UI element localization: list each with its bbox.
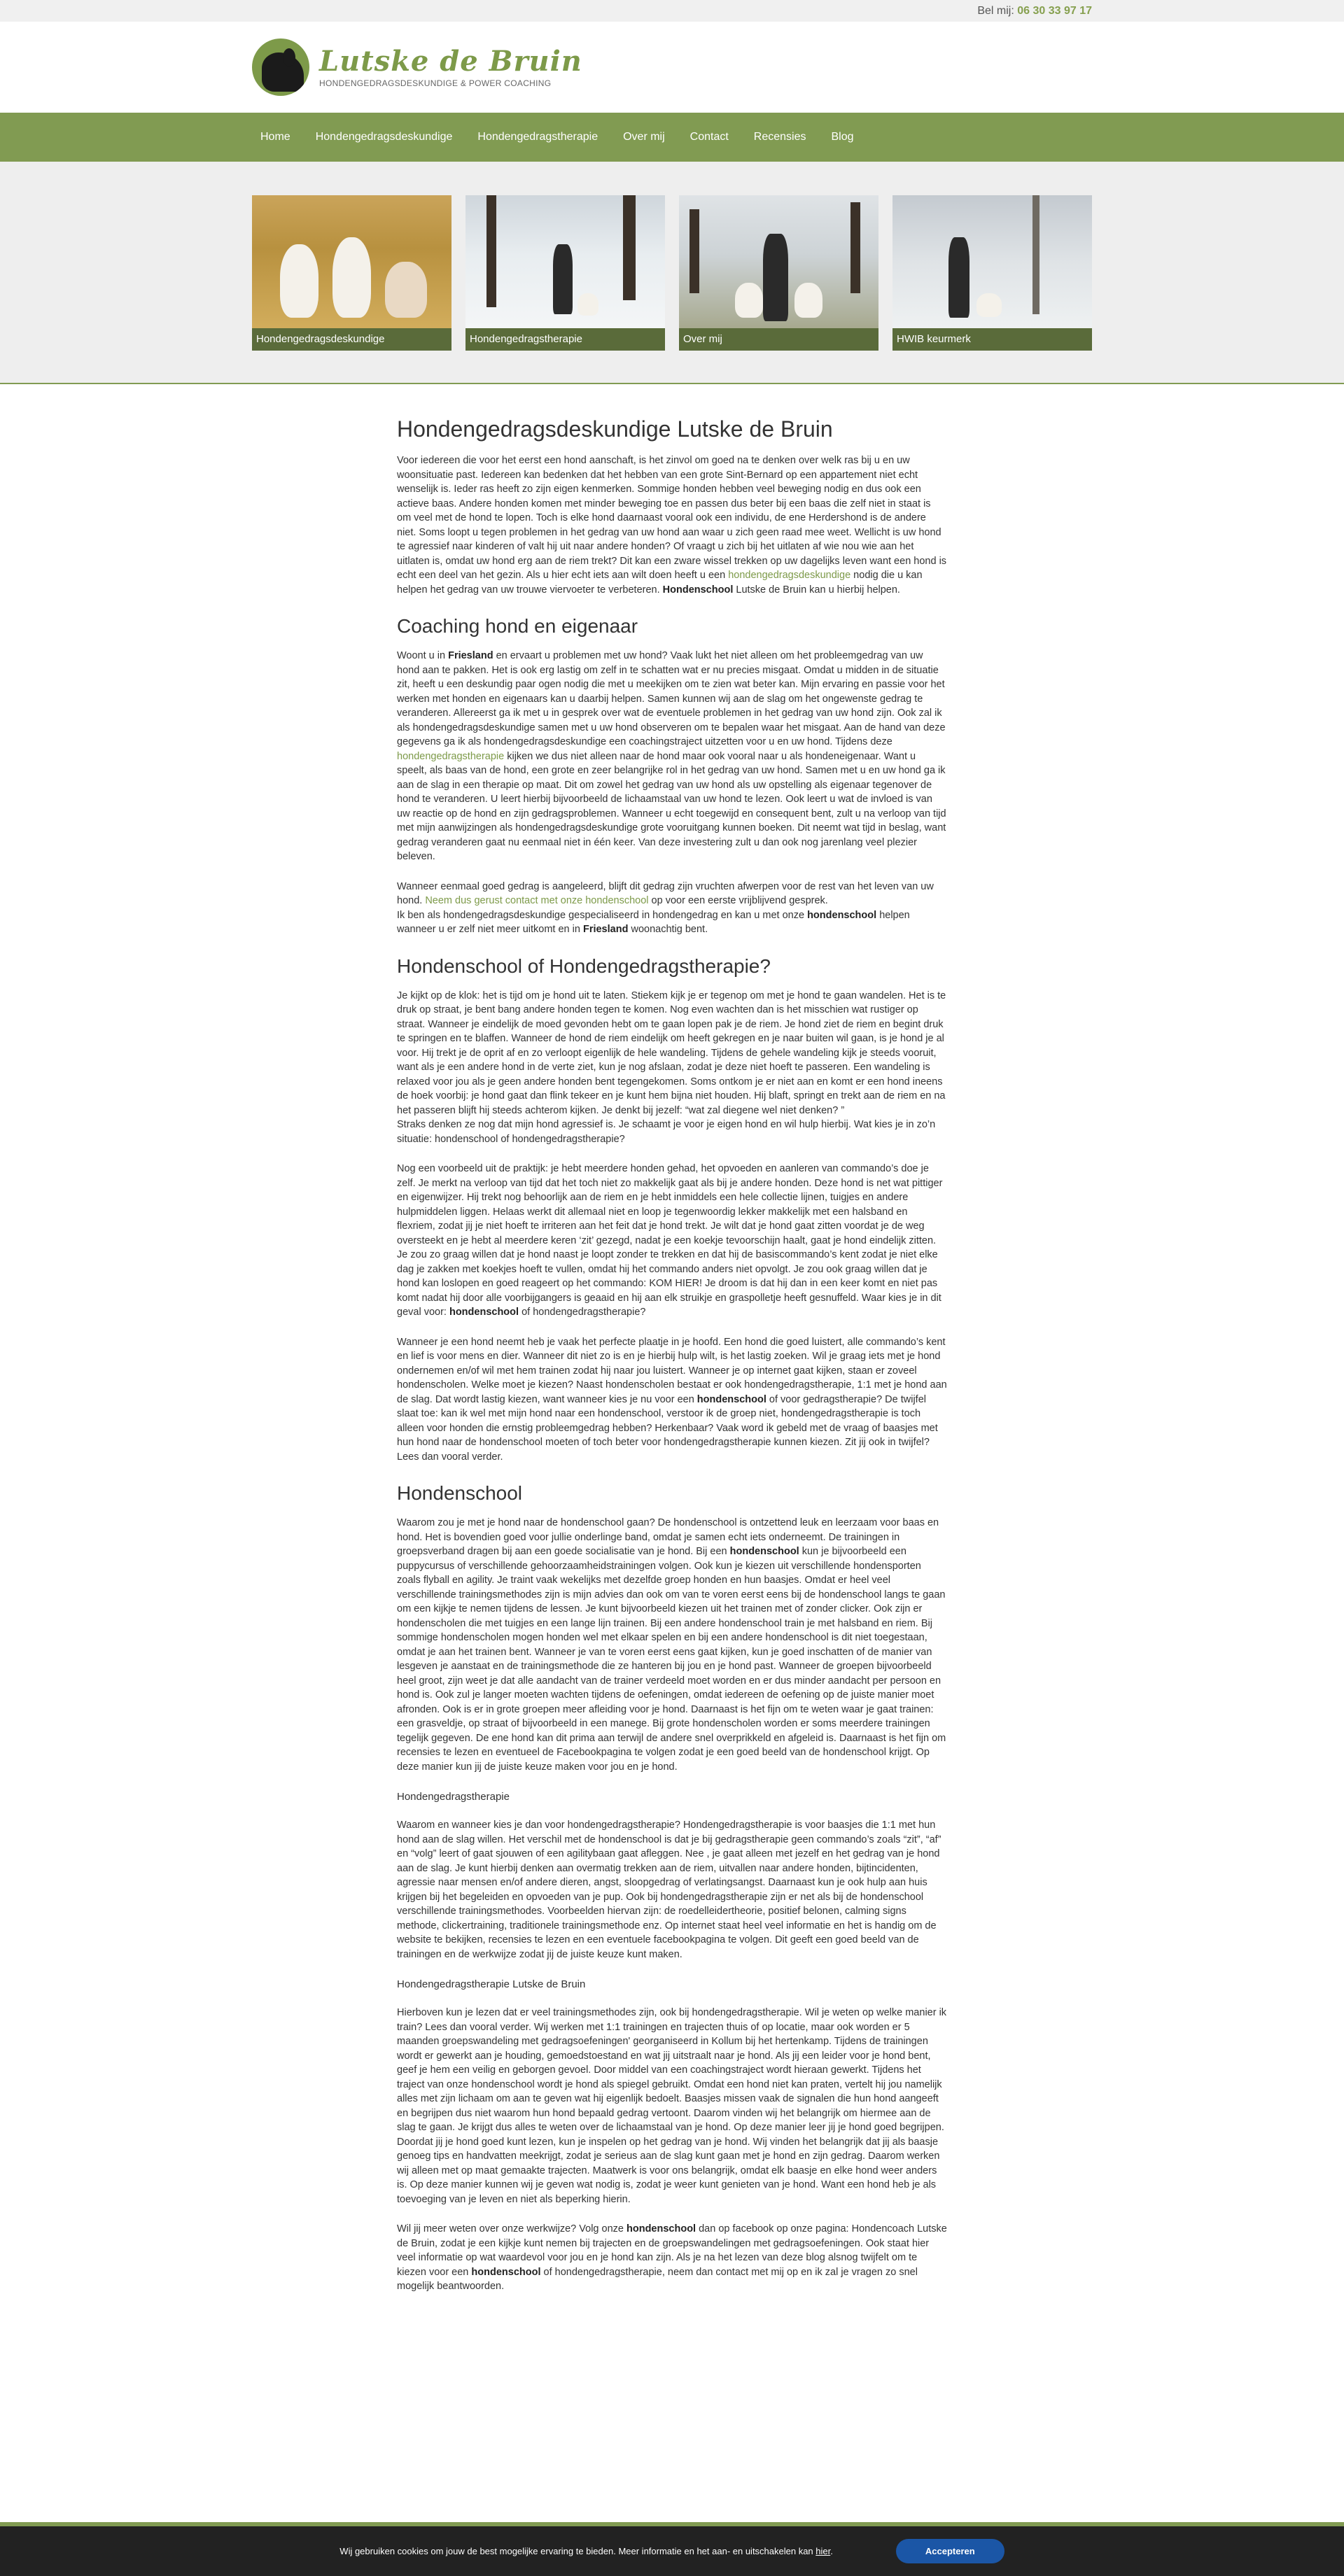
nav-item-blog[interactable]: Blog <box>831 131 854 143</box>
tile-hwib-keurmerk[interactable] <box>892 195 1092 351</box>
therapie-paragraph: Waarom en wanneer kies je dan voor hondengedragstherapie? Hondengedragstherapie is voor baasjes die 1:1 met hun hond aan de slag willen. Het verschil met de hondenschool is dat je bij gedragstherapie geen commando’s zoals “zit”, “af” en “volg” leert of gaat sjouwen of een agilitybaan gaat afleggen. Nee , je gaat alleen met jezelf en het gedrag van je hond aan de slag. Je kunt hierbij denken aan overmatig trekken aan de riem, uitvallen naar andere honden, bijtincidenten, agressie naar mensen en/of andere dieren, angst, sloopgedrag of verlatingsangst. Daarnaast kun je ook hulp aan huis krijgen bij het begeleiden en opvoeden van je pup. Ook bij hondengedragstherapie zijn er net als bij de hondenschool verschillende trainingsmethodes. Voorbeelden hiervan zijn: de roedelleidertheorie, positief belonen, calming signs methode, clickertraining, traditionele trainingsmethode enz. Op internet staat heel veel informatie en het is handig om de website te bekijken, recensies te lezen en een eventuele facebookpagina te volgen. Dit geeft een goed beeld van de trainingen en de werkwijze zodat jij de juiste keuze kunt maken. <box>397 1820 941 1960</box>
page-title: Hondengedragsdeskundige Lutske de Bruin <box>397 416 833 442</box>
section-heading-hondenschool: Hondenschool <box>397 1482 523 1504</box>
phone-link[interactable]: 06 30 33 97 17 <box>1017 5 1092 17</box>
topbar <box>0 0 1344 22</box>
main-nav <box>0 113 1344 162</box>
link-hondengedragsdeskundige[interactable]: hondengedragsdeskundige <box>728 570 851 581</box>
logo-title: Lutske de Bruin <box>319 45 582 78</box>
werkwijze-paragraph: Hierboven kun je lezen dat er veel trainingsmethodes zijn, ook bij hondengedragstherapie. Wil je weten op welke manier ik train? Lees dan vooral verder. Wij werken met 1:1 trainingen en trajecten thuis of op locatie, maar ook worden er 5 maanden groepswandeling met gedragsoefeningen' georganiseerd in Kollum bij het hertenkamp. Tijdens de trainingen wordt er gewerkt aan je houding, gemoedstoestand en wat jij uitstraalt naar je hond. Als jij een leider voor je hond bent, geef je hem een veilig en geborgen gevoel. Door middel van een coachingstraject wordt hieraan gewerkt. Tijdens het traject van onze hondenschool wordt je hond als spiegel gebruikt. Omdat een hond niet kan praten, vertelt hij jou namelijk alles met zijn lichaam om aan te geven wat hij eigenlijk bedoelt. Baasjes missen vaak de signalen die hun hond aangeeft en begrijpen dus niet waarom hun hond bepaald gedrag vertoont. Daarom vinden wij het belangrijk om hiermee aan de slag te gaan. Je krijgt dus alles te weten over de lichaamstaal van je hond. Op deze manier leer jij je hond goed begrijpen. Doordat jij je hond goed kunt lezen, kun je inspelen op het gedrag van je hond. Wij vinden het belangrijk dat jij als baasje genoeg tips en handvatten meekrijgt, zodat je serieus aan de slag kunt gaan met je hond en zijn gedrag. Daarom werken wij alleen met op maat gemaakte trajecten. Maatwerk is voor ons belangrijk, omdat elk baasje en elke hond weer anders is. Op deze manier kunnen wij je geven wat nodig is, zodat je weer kunt genieten van je hond. Want een hond heb je als toevoeging van je leven en niet als beperking hierin. <box>397 2007 947 2205</box>
tile-label: HWIB keurmerk <box>892 328 1092 351</box>
winter-walk-photo <box>465 195 665 328</box>
subheading-therapie: Hondengedragstherapie <box>397 1791 510 1803</box>
dogs-photo <box>252 195 451 328</box>
tile-hondengedragstherapie[interactable] <box>465 195 665 351</box>
practice-example-paragraph: Nog een voorbeeld uit de praktijk: je hebt meerdere honden gehad, het opvoeden en aanleren van commando’s doe je zelf. Je merkt na verloop van tijd dat het toch niet zo makkelijk gaat als bij je andere honden. Deze hond is net wat pittiger en eigenwijzer. Hij trekt nog behoorlijk aan de riem en je hebt inmiddels een hele collectie lijnen, tuigjes en andere hulpmiddelen liggen. Helaas werkt dit allemaal niet en loop je tegenwoordig lekker makkelijk met een halsband en flexriem, zodat jij je niet hoeft te irriteren aan het feit dat je hond trekt. Je wilt dat je hond gaat zitten voordat je de weg oversteekt en je hebt al meerdere keren ‘zit’ gezegd, nadat je een koekje tevoorschijn haalt, gaat je hond eindelijk zitten. Je zou zo graag willen dat je hond naast je loopt zonder te trekken en dat hij de basiscommando’s kent zodat je niet elke dag je zakken met koekjes hoeft te vullen, omdat hij het commando anders niet opvolgt. Je zou ook graag willen dat je hond kan loslopen en goed reageert op het commando: KOM HIER! Je droom is dat hij dan in een keer komt en niet pas komt nadat hij door alle voorbijgangers is geaaid en hij aan elk struikje en graspolletje heeft gesnuffeld. Waar kies je in dit geval voor: hondenschool of hondengedragstherapie? <box>397 1163 943 1318</box>
facebook-paragraph: Wil jij meer weten over onze werkwijze? Volg onze hondenschool dan op facebook op onze pagina: Hondencoach Lutske de Bruin, zodat je een kijkje kunt nemen bij trajecten en de groepswandelingen met gedragsoefeningen. Ook staat hier veel informatie op wat waardevol voor jou en je hond kan zijn. Als je na het lezen van deze blog alsnog twijfelt om te kiezen voor een hondenschool of hondengedragstherapie, neem dan contact met mij op en ik zal je vragen zo snel mogelijk beantwoorden. <box>397 2223 947 2292</box>
tile-over-mij[interactable] <box>679 195 878 351</box>
portrait-photo <box>679 195 878 328</box>
contact-paragraph: Wanneer eenmaal goed gedrag is aangeleerd, blijft dit gedrag zijn vruchten afwerpen voor de rest van het leven van uw hond. Neem dus gerust contact met onze hondenschool op voor een eerste vrijblijvend gesprek. Ik ben als hondengedragsdeskundige gespecialiseerd in hondengedrag en kan u met onze hondenschool helpen wanneer u er zelf niet meer uitkomt en in Friesland woonachtig bent. <box>397 880 934 935</box>
frost-walk-photo <box>892 195 1092 328</box>
logo-subtitle: HONDENGEDRAGSDESKUNDIGE & POWER COACHING <box>319 78 552 88</box>
tile-hondengedragsdeskundige[interactable] <box>252 195 451 351</box>
accept-cookies-button[interactable]: Accepteren <box>896 2539 1004 2563</box>
feature-tiles <box>0 162 1344 384</box>
nav-item-over-mij[interactable]: Over mij <box>623 131 665 143</box>
link-hondengedragstherapie[interactable]: hondengedragstherapie <box>397 750 505 762</box>
intro-paragraph: Voor iedereen die voor het eerst een hond aanschaft, is het zinvol om goed na te denken over welk ras bij u en uw woonsituatie past. Iedereen kan bedenken dat het hebben van een grote Sint-Bernard op een appartement niet echt wenselijk is. Ieder ras heeft zo zijn eigen kenmerken. Sommige honden hebben veel beweging nodig en dus ook een actieve baas. Andere honden komen met minder beweging toe en passen dus beter bij een baas die zelf niet in staat is om veel met de hond te lopen. Toch is elke hond daarnaast vooral ook een individu, de ene Herdershond is de andere niet. Soms loopt u tegen problemen in het gedrag van uw hond aan waar u zich geen raad mee weet. Wellicht is uw hond te agressief naar kinderen of valt hij uit naar andere honden? Of vraagt u zich bij het uitlaten af wie nou wie aan het uitlaten is, omdat uw hond erg aan de riem trekt? Dit kan een zware wissel trekken op uw dagelijks leven want een hond is echt een deel van het gezin. Als u hier echt iets aan wilt doen heeft u een hondengedragsdeskundige nodig die u kan helpen het gedrag van uw trouwe viervoeter te verbeteren. Hondenschool Lutske de Bruin kan u hierbij helpen. <box>397 455 947 596</box>
topbar-contact <box>252 0 1092 22</box>
section-heading-hondenschool-of-therapie: Hondenschool of Hondengedragstherapie? <box>397 955 771 977</box>
logo[interactable] <box>319 46 582 88</box>
nav-item-home[interactable]: Home <box>260 131 290 143</box>
tile-label: Over mij <box>679 328 878 351</box>
call-label: Bel mij: <box>977 5 1014 17</box>
site-header <box>0 22 1344 113</box>
main-content <box>397 384 947 2294</box>
cookie-banner <box>0 2526 1344 2576</box>
walk-example-paragraph: Je kijkt op de klok: het is tijd om je hond uit te laten. Stiekem kijk je er tegenop om met je hond te gaan wandelen. Het is te druk op straat, je bent bang andere honden tegen te komen. Nog even wachten dan is het misschien wat rustiger op straat. Wanneer je eindelijk de moed gevonden hebt om te gaan lopen pak je de riem. Je hond ziet de riem en begint druk te springen en te blaffen. Wanneer de hond de riem eindelijk om heeft gekregen en je naar buiten wil gaan, is je hond je al voor. Hij trekt je de oprit af en zo verloopt eigenlijk de hele wandeling. Tijdens de gehele wandeling kijk je steeds vooruit, want als je een andere hond in de verte ziet, kun je nog afslaan, zodat je deze niet hoeft te passeren. Een wandeling is relaxed voor jou als je geen andere honden bent tegengekomen. Soms ontkom je er niet aan en komt er een hond ineens de hoek voorbij: je hond gaat dan flink tekeer en je kunt hem bijna niet houden. Hij blaft, springt en trekt aan de riem en na het passeren blijft hij steeds achterom kijken. Je denkt bij jezelf: “wat zal diegene wel niet denken? ” Straks denken ze nog dat mijn hond agressief is. Je schaamt je voor je eigen hond en wil hulp hierbij. Wat kies je in zo’n situatie: hondenschool of hondengedragstherapie? <box>397 990 946 1145</box>
logo-dog-icon[interactable] <box>252 38 309 96</box>
nav-item-hondengedragstherapie[interactable]: Hondengedragstherapie <box>477 131 598 143</box>
section-heading-coaching: Coaching hond en eigenaar <box>397 615 638 637</box>
nav-item-hondengedragsdeskundige[interactable]: Hondengedragsdeskundige <box>315 131 453 143</box>
coaching-paragraph: Woont u in Friesland en ervaart u problemen met uw hond? Vaak lukt het niet alleen om het probleemgedrag van uw hond aan te pakken. Het is ook erg lastig om zelf in te schatten wat er nu precies misgaat. Omdat u midden in de situatie zit, heeft u een deskundig paar ogen nodig die met u meekijken om te zien wat beter kan. Mijn ervaring en passie voor het werken met honden en eigenaars kan u daarbij helpen. Samen kunnen wij aan de slag om het ongewenste gedrag te veranderen. Allereerst ga ik met u in gesprek over wat de eventuele problemen in het gedrag van uw hond zijn. Ook zal ik als hondengedragsdeskundige samen met u uw hond observeren om te bepalen waar het misgaat. Aan de hand van deze gegevens ga ik als hondengedragsdeskundige een coachingstraject uitzetten voor u en uw hond. Tijdens deze hondengedragstherapie kijken we dus niet alleen naar de hond maar ook vooral naar u als hondeneigenaar. Want u speelt, als baas van de hond, een grote en zeer belangrijke rol in het gedrag van uw hond. Samen met u en uw hond ga ik aan de slag in een therapie op maat. Dit om zowel het gedrag van uw hond als uw opstelling als eigenaar tegenover de hond te veranderen. U leert hierbij bijvoorbeeld de lichaamstaal van uw hond te lezen. Ook leert u wat de invloed is van uw reactie op de hond en zijn gedragsproblemen. Wanneer u echt toegewijd en consequent bent, zult u na verloop van tijd met mijn aanwijzingen als hondengedragsdeskundige grote vooruitgang kunnen boeken. Dit neemt wat tijd in beslag, want gedrag veranderen gaat nu eenmaal niet in één keer. Van deze investering zult u dan ook nog jarenlang veel plezier beleven. <box>397 650 946 862</box>
nav-item-recensies[interactable]: Recensies <box>753 131 806 143</box>
nav-item-contact[interactable]: Contact <box>690 131 729 143</box>
tile-label: Hondengedragstherapie <box>465 328 665 351</box>
cookie-more-link[interactable]: hier <box>816 2546 831 2556</box>
tile-label: Hondengedragsdeskundige <box>252 328 451 351</box>
hondenschool-paragraph: Waarom zou je met je hond naar de hondenschool gaan? De hondenschool is ontzettend leuk en leerzaam voor baas en hond. Het is bovendien goed voor jullie onderlinge band, omdat je samen echt iets onderneemt. De trainingen in groepsverband dragen bij aan een goede socialisatie van je hond. Bij een hondenschool kun je bijvoorbeeld een puppycursus of verschillende gehoorzaamheidstrainingen volgen. Ook kun je kiezen uit verschillende hondensporten zoals flyball en agility. Je traint vaak wekelijks met dezelfde groep honden en hun baasjes. Omdat er heel veel verschillende trainingsmethodes zijn is mijn advies dan ook om van te voren eerst eens bij de hondenschool langs te gaan om een kijkje te nemen tijdens de lessen. Je kunt bijvoorbeeld kiezen uit het trainen met of zonder clicker. Ook zijn er hondenscholen die met tuigjes en een lange lijn trainen. Bij een andere hondenschool train je met halsband en riem. Bij sommige hondenscholen mogen honden wel met elkaar spelen en bij een andere hondenschool is dit niet toegestaan, omdat je aan het trainen bent. Wanneer je van te voren eerst eens gaat kijken, kun je goed inschatten of de manier van lesgeven je aanstaat en de trainingsmethode die ze hanteren bij jou en je hond past. Wanneer de groepen bijvoorbeeld heel groot, zijn weet je dat alle aandacht van de trainer verdeeld moet worden en er dus minder aandacht per persoon en hond is. Ook zul je langer moeten wachten tijdens de oefeningen, omdat iedereen de oefening op de juiste manier moet afronden. Ook is er in grote groepen meer afleiding voor je hond. Daarnaast is het fijn om te weten waar je gaat trainen: een grasveldje, op straat of bijvoorbeeld in een manege. Bij grote hondenscholen worden er soms meerdere trainingen tegelijk gegeven. De ene hond kan dit prima aan terwijl de andere snel overprikkeld en afgeleid is. Daarnaast is het fijn om recensies te lezen en eventueel de Facebookpagina te volgen zodat je een goed beeld van de hondenschool krijgt. Op deze manier kun jij de juiste keuze maken voor jou en je hond. <box>397 1517 946 1773</box>
choice-paragraph: Wanneer je een hond neemt heb je vaak het perfecte plaatje in je hoofd. Een hond die goed luistert, alle commando’s kent en lief is voor mens en dier. Wanneer dit niet zo is en je hierbij hulp wilt, is het lastig zoeken. Wil je graag iets met je hond ondernemen en/of wil met hem trainen zodat hij naar jou luistert. Wanneer je op internet gaat kijken, staan er zoveel hondenscholen. Welke moet je kiezen? Naast hondenscholen bestaat er ook hondengedragstherapie, 1:1 met je hond aan de slag. Dat wordt lastig kiezen, want wanneer kies je nu voor een hondenschool of voor gedragstherapie? De twijfel slaat toe: kan ik wel met mijn hond naar een hondenschool, verstoor ik de groep niet, hondengedragstherapie is toch alleen voor honden die ernstig probleemgedrag hebben? Herkenbaar? Vaak word ik gebeld met de vraag of baasjes met hun hond naar de hondenschool moeten of toch beter voor hondengedragstherapie kunnen kiezen. Zit jij ook in twijfel? Lees dan vooral verder. <box>397 1336 947 1463</box>
cookie-text: Wij gebruiken cookies om jouw de best mogelijke ervaring te bieden. Meer informatie en het aan- en uitschakelen kan hier. <box>340 2546 833 2556</box>
link-contact[interactable]: Neem dus gerust contact met onze hondenschool <box>425 895 649 906</box>
subheading-therapie-lutske: Hondengedragstherapie Lutske de Bruin <box>397 1978 586 1990</box>
